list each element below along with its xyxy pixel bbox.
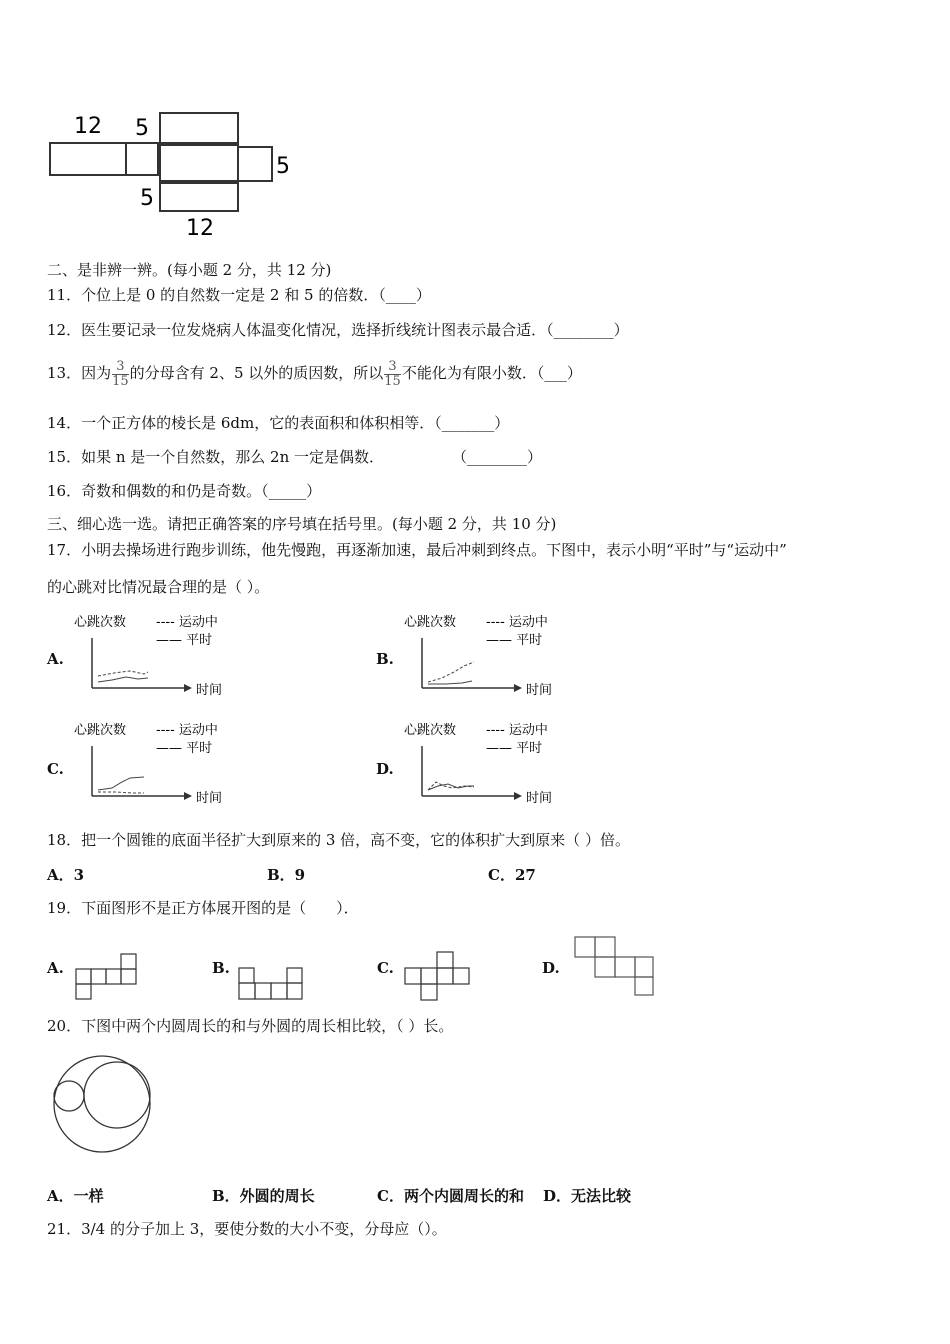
chart-c-ylabel: 心跳次数 (74, 723, 127, 738)
chart-d-xlabel: 时间 (526, 791, 553, 806)
net-label-left-5: 5 (140, 186, 154, 211)
q13-fraction-1: $\frac{3}{15}$ (112, 358, 129, 389)
chart-c-legend-dashed: ---- 运动中 (156, 723, 218, 738)
chart-d-solid-line (428, 784, 474, 790)
question-14: 14．一个正方体的棱长是 6dm，它的表面积和体积相等．（_______） (47, 414, 510, 432)
question-13 (47, 357, 582, 389)
chart-d-legend-solid: —— 平时 (486, 741, 543, 756)
q17-chart-b[interactable] (402, 608, 582, 700)
question-19: 19．下面图形不是正方体展开图的是（ ）． (47, 899, 359, 917)
question-15: 15．如果 n 是一个自然数，那么 2n 一定是偶数． (47, 448, 385, 466)
question-17-line1: 17．小明去操场进行跑步训练，他先慢跑，再逐渐加速，最后冲刺到终点。下图中，表示小明“平时”与“运动中” (47, 541, 787, 559)
question-18: 18．把一个圆锥的底面半径扩大到原来的 3 倍，高不变，它的体积扩大到原来（ ）倍。 (47, 831, 630, 849)
chart-b-dashed-line (428, 662, 474, 682)
q19-net-a[interactable] (72, 952, 142, 1002)
q19-net-b[interactable] (236, 964, 306, 1002)
q20-circles-figure (50, 1052, 160, 1162)
q19-option-c-label[interactable]: C. (377, 959, 394, 977)
q13-fraction-2: $\frac{3}{15}$ (384, 358, 401, 389)
q18-option-b[interactable]: B．9 (267, 866, 306, 884)
outer-circle (54, 1056, 150, 1152)
q18-option-c[interactable]: C．27 (488, 866, 536, 884)
section2-heading: 二、是非辨一辨。(每小题 2 分，共 12 分) (47, 261, 332, 279)
q18-option-a[interactable]: A．3 (47, 866, 85, 884)
question-15-blank: （________） (452, 448, 543, 466)
chart-b-xlabel: 时间 (526, 683, 553, 698)
chart-b-legend-solid: —— 平时 (486, 633, 543, 648)
inner-circle-large (84, 1062, 150, 1128)
q20-option-a[interactable]: A．一样 (47, 1187, 104, 1205)
q19-net-c[interactable] (402, 950, 472, 1002)
net-label-bottom-12: 12 (186, 216, 214, 241)
question-11: 11．个位上是 0 的自然数一定是 2 和 5 的倍数．（____） (47, 286, 431, 304)
question-21: 21．3/4 的分子加上 3，要使分数的大小不变，分母应（）。 (47, 1220, 447, 1238)
net-label-right-5: 5 (276, 154, 290, 179)
chart-a-ylabel: 心跳次数 (74, 615, 127, 630)
chart-c-solid-line (98, 777, 144, 790)
chart-c-legend-solid: —— 平时 (156, 741, 213, 756)
inner-circle-small (54, 1081, 84, 1111)
question-16: 16．奇数和偶数的和仍是奇数。（_____） (47, 482, 322, 500)
q17-option-d-label[interactable]: D. (376, 760, 394, 778)
q17-option-c-label[interactable]: C. (47, 760, 64, 778)
chart-a-legend-solid: —— 平时 (156, 633, 213, 648)
question-12: 12．医生要记录一位发烧病人体温变化情况，选择折线统计图表示最合适．（________） (47, 321, 629, 339)
section3-heading: 三、细心选一选。请把正确答案的序号填在括号里。(每小题 2 分，共 10 分) (47, 515, 557, 533)
question-20: 20．下图中两个内圆周长的和与外圆的周长相比较，（ ）长。 (47, 1017, 454, 1035)
cuboid-net-figure (40, 105, 310, 245)
chart-d-legend-dashed: ---- 运动中 (486, 723, 548, 738)
q13-mid: 的分母含有 2、5 以外的质因数，所以 (129, 364, 384, 382)
q17-chart-d[interactable] (402, 716, 582, 808)
q17-option-a-label[interactable]: A. (47, 650, 64, 668)
q19-option-a-label[interactable]: A. (47, 959, 64, 977)
chart-a-dashed-line (98, 671, 148, 676)
q17-option-b-label[interactable]: B. (376, 650, 394, 668)
chart-b-solid-line (428, 681, 472, 684)
chart-b-ylabel: 心跳次数 (404, 615, 457, 630)
q19-option-d-label[interactable]: D. (542, 959, 560, 977)
q17-chart-a[interactable] (72, 608, 252, 700)
chart-c-dashed-line (98, 792, 144, 793)
q19-net-d[interactable] (570, 934, 660, 998)
question-17-line2: 的心跳对比情况最合理的是（ ）。 (47, 578, 270, 596)
chart-a-solid-line (98, 677, 148, 682)
chart-a-legend-dashed: ---- 运动中 (156, 615, 218, 630)
net-label-top-5: 5 (135, 116, 149, 141)
q19-option-b-label[interactable]: B. (212, 959, 230, 977)
chart-a-xlabel: 时间 (196, 683, 223, 698)
q13-suffix: 不能化为有限小数．（___） (401, 364, 582, 382)
q20-option-d[interactable]: D．无法比较 (543, 1187, 632, 1205)
chart-c-xlabel: 时间 (196, 791, 223, 806)
chart-b-legend-dashed: ---- 运动中 (486, 615, 548, 630)
q17-chart-c[interactable] (72, 716, 252, 808)
q20-option-b[interactable]: B．外圆的周长 (212, 1187, 315, 1205)
q20-option-c[interactable]: C．两个内圆周长的和 (377, 1187, 524, 1205)
net-label-top-12: 12 (74, 114, 102, 139)
chart-d-ylabel: 心跳次数 (404, 723, 457, 738)
q13-prefix: 13．因为 (47, 364, 112, 382)
